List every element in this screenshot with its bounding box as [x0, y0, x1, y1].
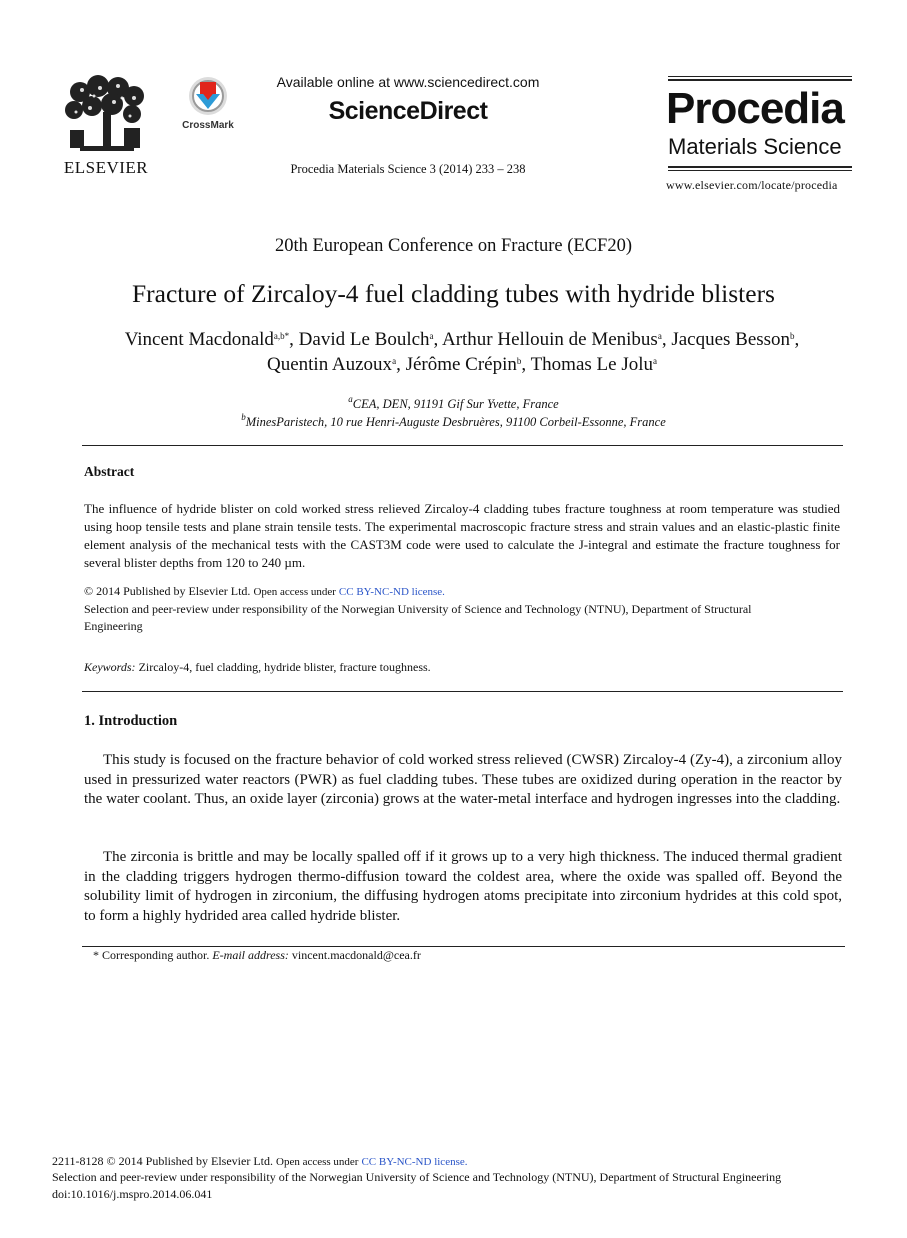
author: Jérôme Crépin$^b$, — [405, 354, 531, 375]
abstract-text: The influence of hydride blister on cold worked stress relieved Zircaloy-4 cladding tubes fracture toughness at room temperature was studied using hoop tensile tests and plane strain tensile tests. The experimental macroscopic fracture stress and strain values and an elastic-plastic finite element analysis of the mechanical tests with the CAST3M code were used to calculate the J-integral and estimate the fracture toughness for several blister depths from 120 to 240 µm. — [84, 501, 840, 570]
divider-abstract-bottom — [82, 691, 843, 692]
available-online-text[interactable]: Available online at www.sciencedirect.com — [276, 74, 540, 90]
keywords: Keywords: Zircaloy-4, fuel cladding, hydride blister, fracture toughness. — [84, 660, 431, 674]
conference-name: 20th European Conference on Fracture (ECF20) — [274, 236, 633, 256]
license-link[interactable]: CC BY-NC-ND license. — [338, 586, 445, 598]
affiliation: $^a$CEA, DEN, 91191 Gif Sur Yvette, France — [348, 394, 559, 411]
author: Quentin Auzoux$^a$, — [266, 354, 406, 375]
affiliation: $^b$MinesParistech, 10 rue Henri-Auguste Desbruères, 91100 Corbeil-Essonne, France — [241, 412, 666, 429]
peer-review-text: Selection and peer-review under responsibility of the Norwegian University of Science and Technology (NTNU), Department of Structural Engineering — [84, 602, 752, 633]
crossmark-logo[interactable] — [178, 76, 238, 136]
email-link[interactable]: vincent.macdonald@cea.fr — [291, 948, 421, 962]
procedia-rule-top-1 — [668, 76, 852, 77]
footnote-divider — [82, 946, 845, 947]
elsevier-tree-icon — [60, 74, 152, 158]
author-list — [110, 327, 814, 377]
crossmark-label: CrossMark — [182, 120, 234, 131]
footer-peer-review: Selection and peer-review under responsibility of the Norwegian University of Science and Technology (NTNU), Department of Structural Engineering — [52, 1170, 782, 1184]
author: Jacques Besson$^b$, — [671, 329, 800, 350]
paper-title: Fracture of Zircaloy-4 fuel cladding tubes with hydride blisters — [132, 279, 775, 308]
procedia-rule-bottom-2 — [668, 170, 852, 171]
abstract-heading: Abstract — [84, 464, 135, 479]
paragraph: This study is focused on the fracture behavior of cold worked stress relieved (CWSR) Zircaloy-4 (Zy-4), a zirconium alloy used in pressurized water reactors (PWR) as fuel cladding tubes. These tubes are oxidized during operation in the reactor by the water coolant. Thus, an oxide layer (zirconia) grows at the water-metal interface and hydrogen ingresses into the cladding. — [84, 752, 842, 807]
author: Thomas Le Jolu$^a$ — [530, 354, 657, 375]
author: David Le Boulch$^a$, — [298, 329, 442, 350]
procedia-logo-title[interactable]: Procedia — [666, 84, 844, 133]
elsevier-wordmark: ELSEVIER — [63, 158, 149, 177]
procedia-rule-bottom-1 — [668, 166, 852, 168]
procedia-logo-subtitle: Materials Science — [668, 134, 842, 159]
footer-issn: 2211-8128 © 2014 Published by Elsevier Ltd. Open access under CC BY-NC-ND license. — [52, 1154, 468, 1168]
footer-doi[interactable]: doi:10.1016/j.mspro.2014.06.041 — [52, 1187, 213, 1201]
elsevier-logo[interactable] — [60, 74, 152, 178]
footer-license-link[interactable]: CC BY-NC-ND license. — [361, 1156, 468, 1168]
paragraph: The zirconia is brittle and may be locally spalled off if it grows up to a very high thickness. The induced thermal gradient in the cladding triggers hydrogen thermo-diffusion toward the coldest area, where the oxide was spalled off. Beyond the solubility limit of hydrogen in zirconium, the diffusing hydrogen atoms precipitate into zirconium hydrides at this cold spot, to form a highly hydrided area called hydride blister. — [84, 849, 842, 924]
section-heading-introduction: 1. Introduction — [84, 713, 178, 729]
corresponding-author-footnote: * Corresponding author. E-mail address: vincent.macdonald@cea.fr — [93, 948, 421, 962]
procedia-rule-top-2 — [668, 79, 852, 81]
crossmark-icon — [178, 76, 238, 120]
journal-reference: Procedia Materials Science 3 (2014) 233 – 238 — [290, 162, 526, 176]
copyright-line: © 2014 Published by Elsevier Ltd. Open access under CC BY-NC-ND license. — [84, 584, 445, 598]
sciencedirect-logo[interactable]: ScienceDirect — [328, 97, 488, 125]
divider-top — [82, 445, 843, 446]
journal-url-link[interactable]: www.elsevier.com/locate/procedia — [666, 178, 838, 192]
author: Vincent Macdonald$^{a,b*}$, — [124, 329, 299, 350]
author: Arthur Hellouin de Menibus$^a$, — [441, 329, 672, 350]
